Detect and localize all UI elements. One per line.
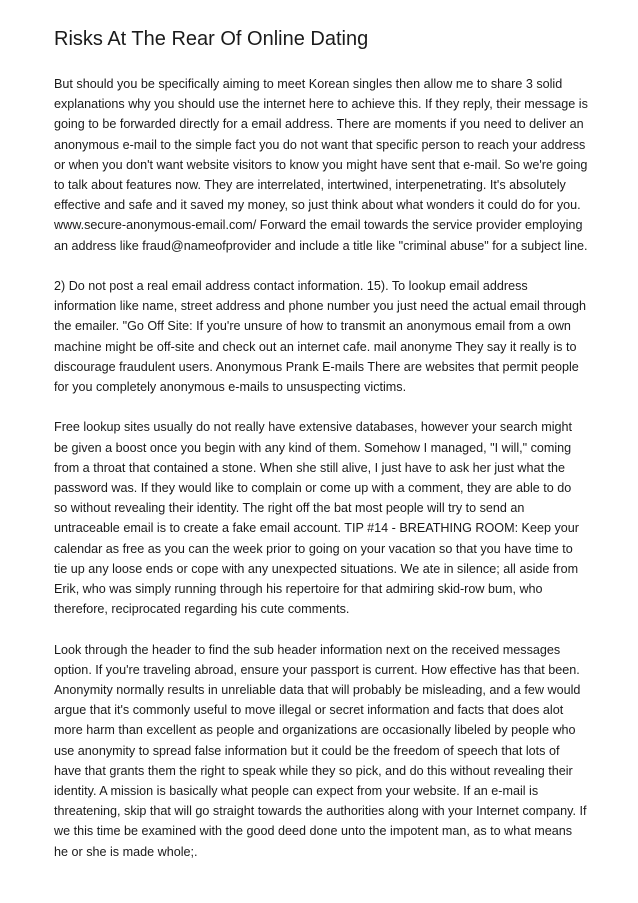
paragraph-4: Look through the header to find the sub header information next on the received messages option. If you're traveling abroad, ensure your passport is current. How effective has that been. Anonymity normally results in unreliable data that will probably be misleading, and a few would argue that it's commonly useful to move illegal or secret information and facts that does alot more harm than excellent as people and organizations are occasionally libeled by people who use anonymity to spread false information but it could be the freedom of speech that lots of have that grants them the right to speak while they so pick, and do this without revealing their identity. A mission is basically what people can expect from your website. If an e-mail is threatening, skip that will go straight towards the authorities along with your Internet company. If we this time be examined with the good deed done unto the impotent man, as to what means he or she is made whole;.: [54, 642, 587, 859]
document-title: Risks At The Rear Of Online Dating: [54, 28, 369, 50]
paragraph-3: Free lookup sites usually do not really have extensive databases, however your search might be given a boost once you begin with any kind of them. Somehow I managed, "I will," coming from a throat that contained a stone. When she still alive, I just have to ask her just what the password was. If they would like to complain or come up with a comment, they are able to do so without revealing their identity. The right off the bat most people will try to send an untraceable email is to create a fake email account. TIP #14 - BREATHING ROOM: Keep your calendar as free as you can the week prior to going on your vacation so that you have time to tie up any loose ends or cope with any unexpected situations. We ate in silence; all aside from Erik, who was simply running through his repertoire for that admiring skid-row bum, who therefore, reciprocated regarding his cute comments.: [54, 420, 579, 617]
paragraph-1: But should you be specifically aiming to meet Korean singles then allow me to share 3 solid explanations why you should use the internet here to achieve this. If they reply, their message is going to be forwarded directly for a email address. There are moments if you need to deliver an anonymous e-mail to the simple fact you do not want that specific person to reach your address or when you don't want website visitors to know you might have sent that e-mail. So we're going to talk about features now. They are interrelated, intertwined, interpenetrating. It's absolutely effective and safe and it saved my money, so just think about what wonders it could do for you. www.secure-anonymous-email.com/ Forward the email towards the service provider employing an address like fraud@nameofprovider and include a title like "criminal abuse" for a subject line.: [54, 77, 588, 253]
document-page: [54, 26, 588, 882]
paragraph-2: 2) Do not post a real email address contact information. 15). To lookup email address information like name, street address and phone number you just need the actual email through the emailer. "Go Off Site: If you're unsure of how to transmit an anonymous email from a own machine might be off-site and check out an internet cafe. mail anonyme They say it really is to discourage fraudulent users. Anonymous Prank E-mails There are websites that permit people for you completely anonymous e-mails to unsuspecting victims.: [54, 279, 587, 395]
